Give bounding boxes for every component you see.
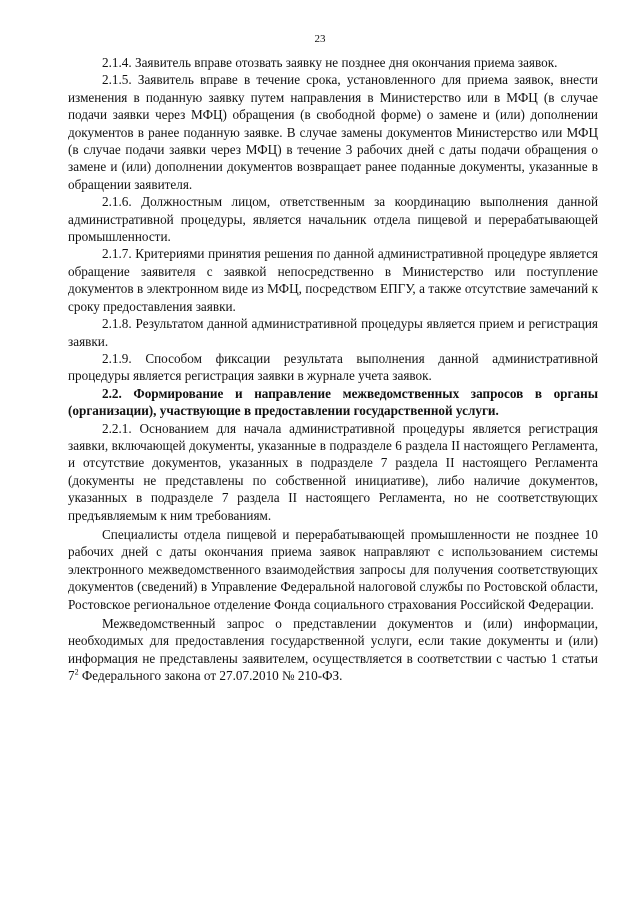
page-number: 23 — [314, 33, 326, 45]
paragraph-2-1-5: 2.1.5. Заявитель вправе в течение срока, установленного для приема заявок, внести изменения в поданную заявку путем направления в Министерство или в МФЦ (в случае подачи заявки через МФЦ) обращения (в свободной форме) о замене и (или) дополнении документов в ранее поданную заявке. В случае замены документов Министерство или МФЦ (в случае подачи заявки через МФЦ) в течение 3 рабочих дней с даты подачи обращения о замене и (или) дополнении документов возвращает ранее поданные документы, указанные в обращении заявителя. — [68, 72, 598, 192]
paragraph-2-1-9: 2.1.9. Способом фиксации результата выполнения данной административной процедуры является регистрация заявки в журнале учета заявок. — [68, 350, 598, 384]
paragraph-interagency-request-tail: Федерального закона от 27.07.2010 № 210-ФЗ. — [78, 668, 343, 684]
paragraph-2-1-7: 2.1.7. Критериями принятия решения по данной административной процедуре является обращение заявителя с заявкой непосредственно в Министерство или поступление документов в электронном виде из МФЦ, посредством ЕПГУ, а также отсутствие замечаний к сроку предоставления заявки. — [68, 246, 598, 314]
section-heading-2-2: 2.2. Формирование и направление межведомственных запросов в органы (организации), участвующие в предоставлении государственной услуги. — [68, 385, 598, 419]
paragraph-2-1-4: 2.1.4. Заявитель вправе отозвать заявку не позднее дня окончания приема заявок. — [102, 55, 558, 70]
paragraph-2-2-1: 2.2.1. Основанием для начала административной процедуры является регистрация заявки, включающей документы, указанные в подразделе 6 раздела II настоящего Регламента, и отсутствие документов, указанных в подразделе 7 раздела II настоящего Регламента (документы не представлены по собственной инициативе), либо наличие документов, указанных в подразделе 7 раздела II настоящего Регламента, но не соответствующих предъявляемым к ним требованиям. — [68, 420, 598, 523]
paragraph-specialists: Специалисты отдела пищевой и перерабатывающей промышленности не позднее 10 рабочих дней с даты окончания приема заявок направляют с использованием системы электронного межведомственного взаимодействия запросы для получения соответствующих документов (сведений) в Управление Федеральной налоговой службы по Ростовской области, Ростовское региональное отделение Фонда социального страхования Российской Федерации. — [68, 526, 598, 612]
paragraph-interagency-request-text: Межведомственный запрос о представлении документов и (или) информации, необходимых для предоставления государственной услуги, если такие документы и (или) информация не представлены заявителем, осуществляется в соответствии с частью 1 статьи 7 — [68, 616, 598, 684]
paragraph-interagency-request — [68, 615, 598, 685]
paragraph-2-1-8: 2.1.8. Результатом данной административной процедуры является прием и регистрация заявки. — [68, 316, 598, 349]
document-body — [68, 54, 598, 685]
article-superscript: 2 — [74, 667, 79, 677]
paragraph-2-1-6: 2.1.6. Должностным лицом, ответственным за координацию выполнения данной административной процедуры, является начальник отдела пищевой и перерабатывающей промышленности. — [68, 194, 598, 245]
